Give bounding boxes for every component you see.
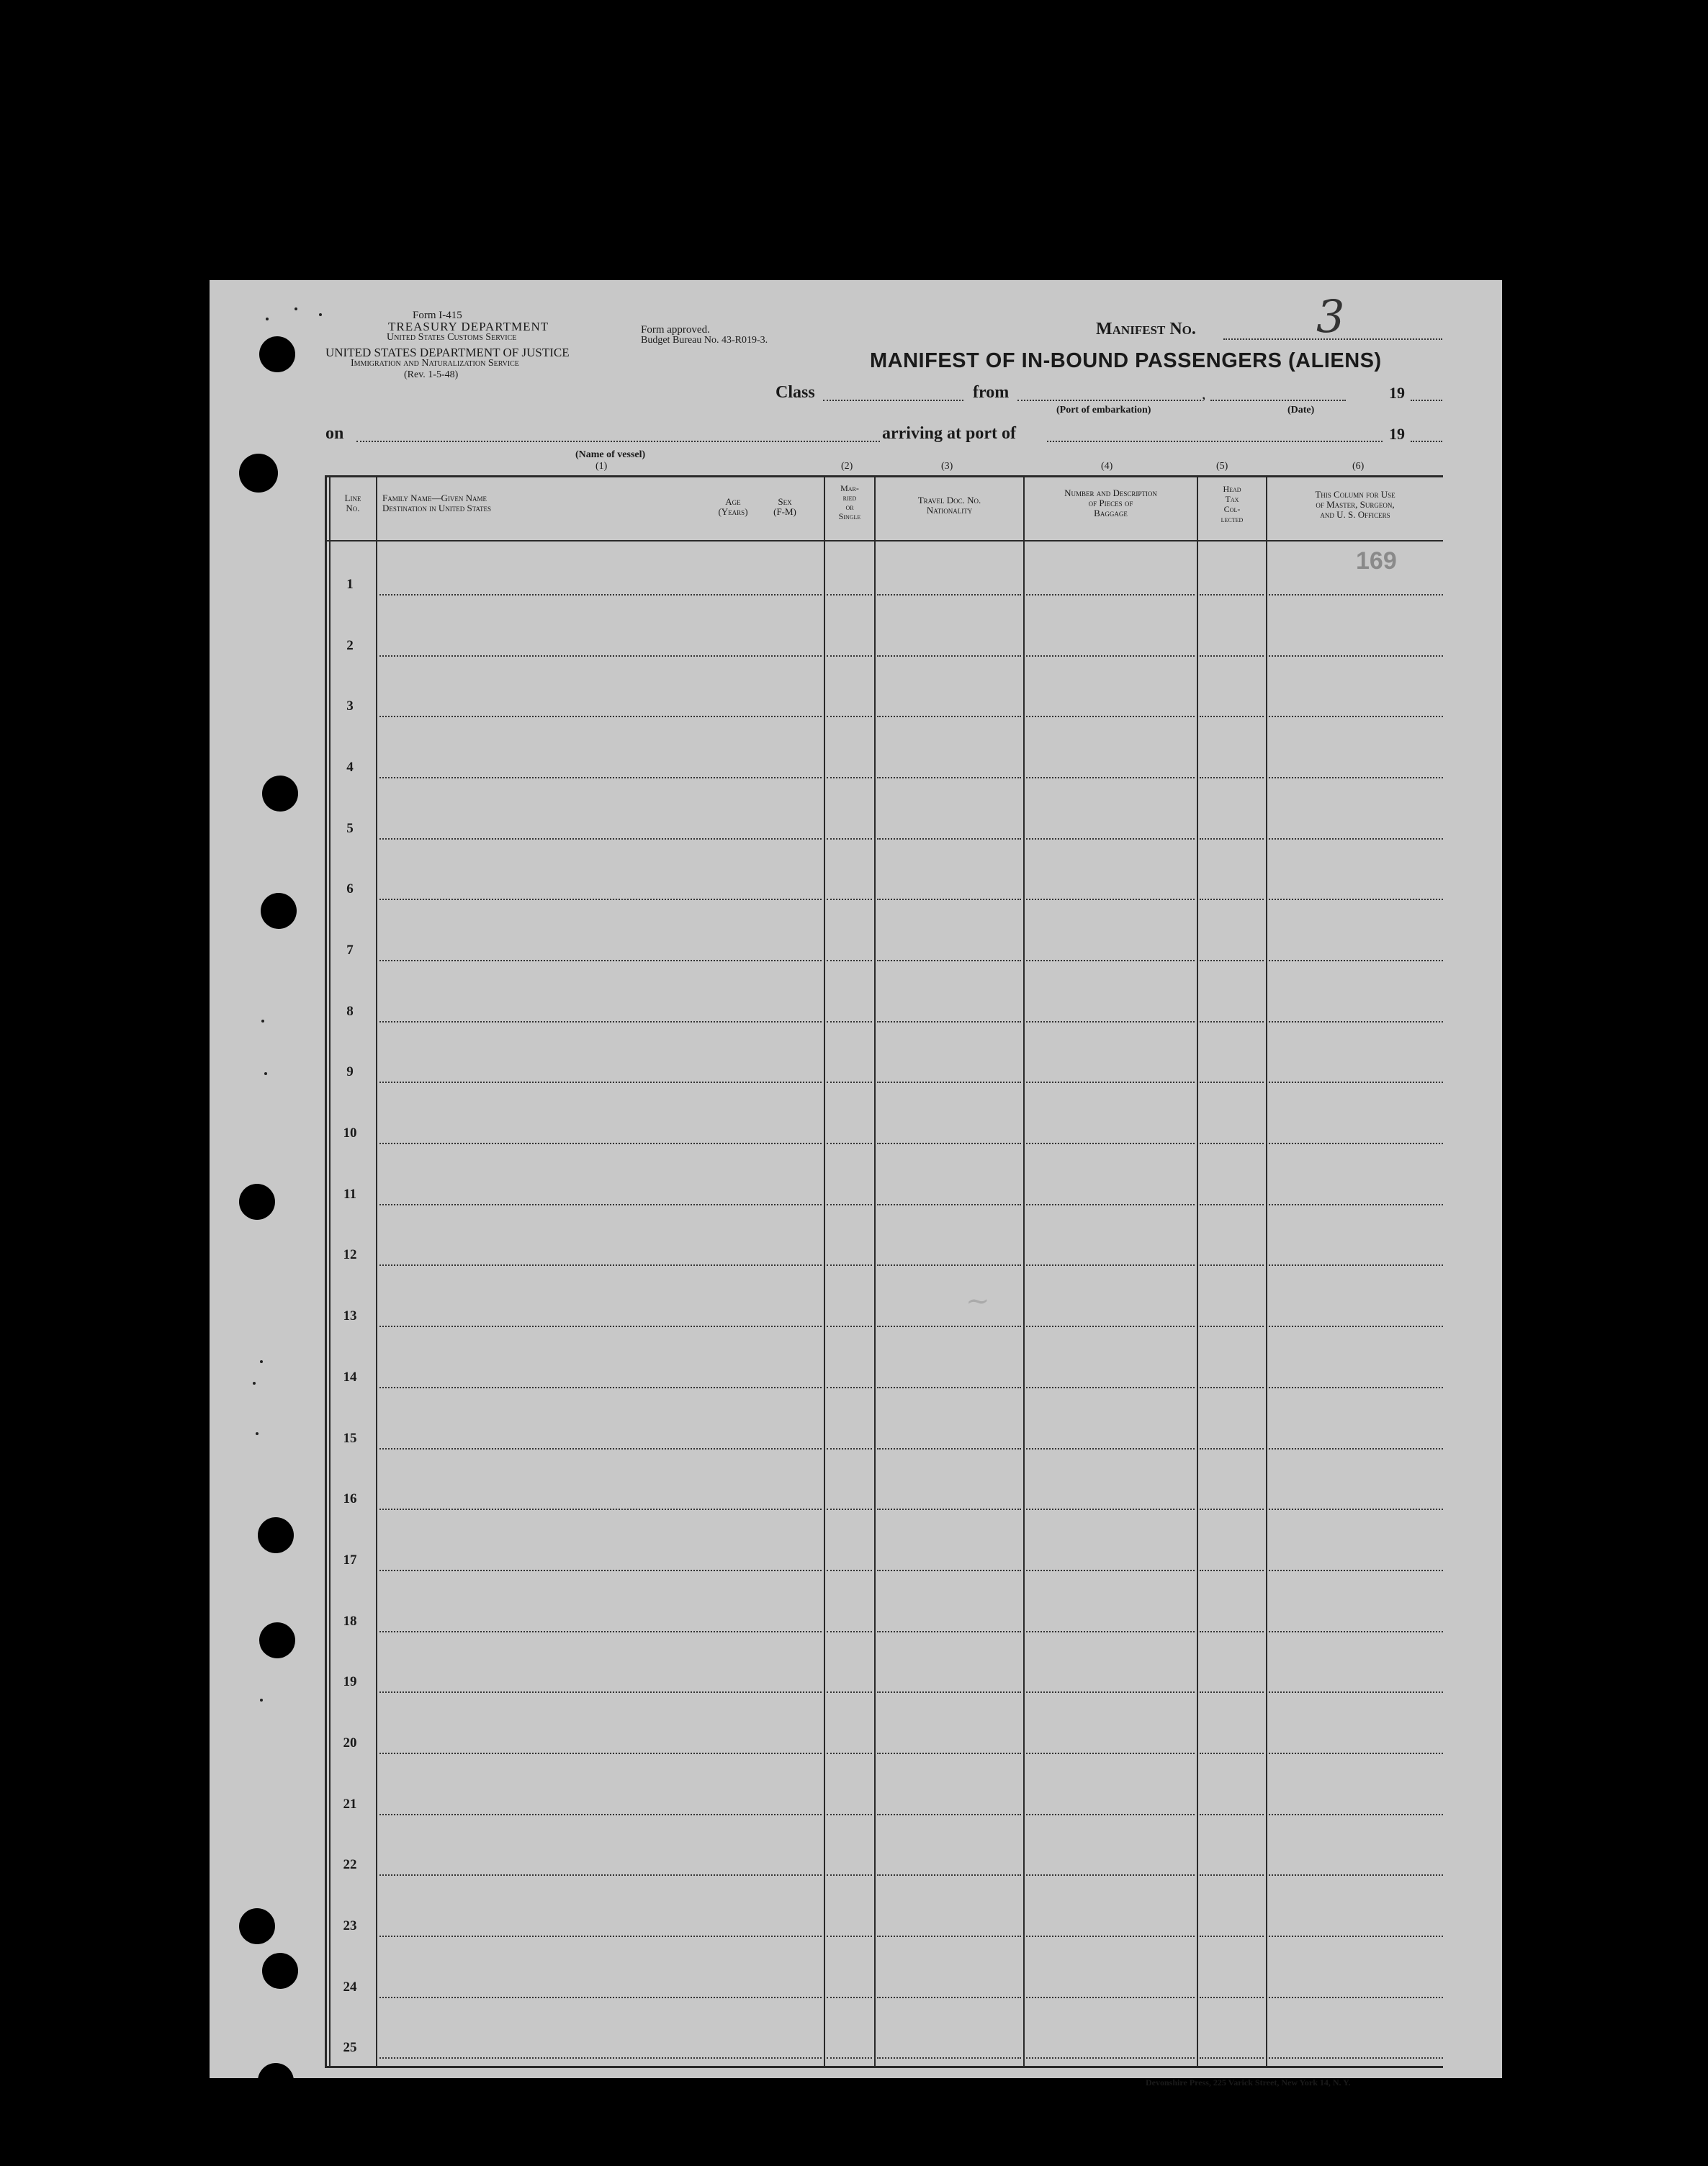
manifest-form-sheet: [210, 280, 1502, 2088]
row-entry-line[interactable]: [877, 960, 1021, 961]
row-entry-line[interactable]: [1200, 1448, 1264, 1450]
row-number: 4: [346, 759, 354, 775]
row-entry-line[interactable]: [877, 1143, 1021, 1144]
headtax-text-4: lected: [1221, 514, 1244, 524]
row-number: 11: [343, 1186, 356, 1202]
row-entry-line[interactable]: [827, 1021, 872, 1023]
row-entry-line[interactable]: [1200, 1631, 1264, 1632]
row-entry-line[interactable]: [877, 1570, 1021, 1571]
row-entry-line[interactable]: [877, 2057, 1021, 2059]
row-entry-line[interactable]: [379, 1204, 822, 1205]
punch-hole: [259, 1622, 295, 1658]
row-number: 3: [346, 698, 354, 714]
row-entry-line[interactable]: [1269, 1448, 1443, 1450]
speck: [260, 1699, 263, 1702]
row-entry-line[interactable]: [877, 1936, 1021, 1937]
row-entry-line[interactable]: [1200, 1753, 1264, 1754]
vessel-name-field[interactable]: [356, 441, 880, 442]
row-entry-line[interactable]: [379, 838, 822, 840]
from-label: from: [973, 383, 1010, 402]
row-entry-line[interactable]: [827, 1387, 872, 1388]
row-entry-line[interactable]: [379, 1570, 822, 1571]
row-entry-line[interactable]: [1200, 1570, 1264, 1571]
row-entry-line[interactable]: [1269, 1509, 1443, 1510]
header-head-tax: [1198, 484, 1266, 524]
row-entry-line[interactable]: [1026, 655, 1195, 657]
row-entry-line[interactable]: [379, 960, 822, 961]
line-no-text: Line No.: [344, 493, 361, 513]
row-entry-line[interactable]: [877, 838, 1021, 840]
row-number: 9: [346, 1064, 354, 1079]
row-entry-line[interactable]: [877, 1387, 1021, 1388]
row-entry-line[interactable]: [1269, 777, 1443, 778]
row-entry-line[interactable]: [1026, 594, 1195, 596]
row-entry-line[interactable]: [1269, 1691, 1443, 1693]
form-title: MANIFEST OF IN-BOUND PASSENGERS (ALIENS): [870, 349, 1382, 372]
port-of-embarkation-field[interactable]: [1017, 400, 1201, 401]
row-entry-line[interactable]: [877, 1509, 1021, 1510]
header-travel-doc: [876, 495, 1023, 516]
row-entry-line[interactable]: [1026, 1509, 1195, 1510]
row-entry-line[interactable]: [877, 1874, 1021, 1876]
row-number: 2: [346, 637, 354, 653]
row-entry-line[interactable]: [379, 1814, 822, 1815]
col-number-6: (6): [1352, 461, 1365, 472]
row-number: 17: [343, 1552, 357, 1568]
customs-service: United States Customs Service: [387, 332, 517, 343]
row-entry-line[interactable]: [1200, 899, 1264, 900]
row-number: 10: [343, 1125, 357, 1141]
row-number: 21: [343, 1796, 357, 1812]
header-name: [382, 493, 491, 513]
col-number-4: (4): [1101, 461, 1113, 472]
row-number: 1: [346, 576, 354, 592]
row-entry-line[interactable]: [827, 1874, 872, 1876]
row-entry-line[interactable]: [1269, 716, 1443, 717]
row-entry-line[interactable]: [1269, 1570, 1443, 1571]
year-prefix-2: 19: [1389, 425, 1405, 443]
row-number: 14: [343, 1369, 357, 1385]
port-embarkation-caption: (Port of embarkation): [1056, 405, 1151, 415]
form-number: Form I-415: [413, 310, 462, 321]
row-entry-line[interactable]: [877, 1021, 1021, 1023]
row-entry-line[interactable]: [827, 1631, 872, 1632]
row-number: 7: [346, 942, 354, 958]
date-caption: (Date): [1287, 405, 1315, 415]
row-entry-line[interactable]: [379, 1264, 822, 1266]
row-entry-line[interactable]: [1269, 1631, 1443, 1632]
row-entry-line[interactable]: [379, 777, 822, 778]
row-entry-line[interactable]: [827, 960, 872, 961]
table-border: [325, 2066, 1443, 2068]
class-field[interactable]: [823, 400, 963, 401]
row-entry-line[interactable]: [827, 1691, 872, 1693]
row-entry-line[interactable]: [1269, 1326, 1443, 1327]
header-age: [708, 497, 758, 517]
officers-text-1: This Column for Use: [1315, 489, 1395, 500]
row-entry-line[interactable]: [1269, 838, 1443, 840]
row-entry-line[interactable]: [1026, 2057, 1195, 2059]
row-entry-line[interactable]: [1200, 716, 1264, 717]
row-entry-line[interactable]: [1269, 1387, 1443, 1388]
row-entry-line[interactable]: [1269, 960, 1443, 961]
baggage-text-1: Number and Description: [1064, 487, 1157, 498]
bleed-through-signature: ~: [966, 1285, 990, 1318]
row-entry-line[interactable]: [379, 594, 822, 596]
row-entry-line[interactable]: [827, 716, 872, 717]
header-sex: [763, 497, 807, 517]
row-entry-line[interactable]: [877, 655, 1021, 657]
row-entry-line[interactable]: [379, 1387, 822, 1388]
row-entry-line[interactable]: [1026, 899, 1195, 900]
punch-hole: [239, 454, 278, 493]
row-number: 16: [343, 1491, 357, 1506]
row-number: 18: [343, 1613, 357, 1629]
row-entry-line[interactable]: [1200, 1143, 1264, 1144]
col-number-5: (5): [1216, 461, 1228, 472]
headtax-text-2: Tax: [1225, 494, 1239, 504]
sex-header-text: Sex: [778, 496, 792, 507]
row-entry-line[interactable]: [379, 1874, 822, 1876]
row-entry-line[interactable]: [1026, 1874, 1195, 1876]
row-entry-line[interactable]: [877, 1204, 1021, 1205]
row-entry-line[interactable]: [1026, 1082, 1195, 1083]
row-entry-line[interactable]: [827, 1082, 872, 1083]
row-entry-line[interactable]: [827, 594, 872, 596]
date-field[interactable]: [1210, 400, 1346, 401]
row-entry-line[interactable]: [1026, 1448, 1195, 1450]
row-entry-line[interactable]: [1026, 1631, 1195, 1632]
row-entry-line[interactable]: [379, 655, 822, 657]
punch-hole: [262, 776, 298, 812]
row-entry-line[interactable]: [1269, 594, 1443, 596]
row-number: 8: [346, 1003, 354, 1019]
speck: [295, 307, 297, 310]
married-text-1: Mar-: [840, 483, 859, 493]
row-entry-line[interactable]: [877, 1082, 1021, 1083]
col-number-3: (3): [941, 461, 953, 472]
row-entry-line[interactable]: [1200, 1874, 1264, 1876]
row-entry-line[interactable]: [1200, 1814, 1264, 1815]
nationality-text: Nationality: [926, 505, 973, 516]
row-entry-line[interactable]: [1026, 1753, 1195, 1754]
manifest-no-value: 3: [1316, 290, 1345, 343]
speck: [264, 1072, 267, 1075]
row-entry-line[interactable]: [827, 1753, 872, 1754]
comma: ,: [1202, 385, 1206, 403]
row-entry-line[interactable]: [379, 1631, 822, 1632]
headtax-text-3: Col-: [1223, 504, 1241, 514]
row-entry-line[interactable]: [827, 1143, 872, 1144]
punch-hole: [239, 1184, 275, 1220]
row-entry-line[interactable]: [1026, 1936, 1195, 1937]
travel-doc-text: Travel Doc. No.: [917, 495, 981, 505]
row-entry-line[interactable]: [827, 1936, 872, 1937]
header-line-no: [331, 493, 375, 513]
row-entry-line[interactable]: [1269, 1936, 1443, 1937]
row-entry-line[interactable]: [1026, 1264, 1195, 1266]
row-entry-line[interactable]: [1269, 899, 1443, 900]
name-header-text: Family Name—Given Name: [382, 493, 487, 503]
row-entry-line[interactable]: [877, 1753, 1021, 1754]
table-body: [325, 542, 1443, 2066]
row-number: 23: [343, 1918, 357, 1933]
speck: [319, 313, 322, 316]
row-entry-line[interactable]: [827, 1997, 872, 1998]
row-entry-line[interactable]: [1200, 1326, 1264, 1327]
row-entry-line[interactable]: [877, 1814, 1021, 1815]
row-entry-line[interactable]: [1269, 2057, 1443, 2059]
row-entry-line[interactable]: [827, 655, 872, 657]
speck: [261, 1020, 264, 1023]
row-entry-line[interactable]: [827, 1204, 872, 1205]
row-entry-line[interactable]: [379, 1326, 822, 1327]
row-entry-line[interactable]: [1200, 838, 1264, 840]
row-entry-line[interactable]: [877, 1997, 1021, 1998]
row-entry-line[interactable]: [827, 1814, 872, 1815]
row-entry-line[interactable]: [1026, 716, 1195, 717]
row-entry-line[interactable]: [1269, 1814, 1443, 1815]
row-entry-line[interactable]: [827, 1448, 872, 1450]
row-entry-line[interactable]: [827, 777, 872, 778]
row-number: 12: [343, 1246, 357, 1262]
row-entry-line[interactable]: [379, 1509, 822, 1510]
punch-hole: [258, 2063, 294, 2099]
row-entry-line[interactable]: [827, 1509, 872, 1510]
row-entry-line[interactable]: [1026, 1204, 1195, 1205]
row-entry-line[interactable]: [827, 1326, 872, 1327]
age-header-text: Age: [725, 496, 741, 507]
printer-imprint: Devonshire Press, 225 Varick Street, New York 14, N. Y.: [1146, 2077, 1351, 2088]
row-entry-line[interactable]: [1269, 1143, 1443, 1144]
row-entry-line[interactable]: [379, 899, 822, 900]
row-entry-line[interactable]: [1200, 1264, 1264, 1266]
punch-hole: [261, 893, 297, 929]
baggage-text-2: of Pieces of: [1088, 498, 1133, 508]
row-entry-line[interactable]: [827, 1570, 872, 1571]
row-entry-line[interactable]: [827, 838, 872, 840]
row-entry-line[interactable]: [1200, 594, 1264, 596]
row-entry-line[interactable]: [877, 716, 1021, 717]
row-entry-line[interactable]: [1026, 1691, 1195, 1693]
row-entry-line[interactable]: [877, 594, 1021, 596]
row-entry-line[interactable]: [1269, 1021, 1443, 1023]
revision-date: (Rev. 1-5-48): [404, 369, 459, 380]
row-entry-line[interactable]: [1200, 1204, 1264, 1205]
row-entry-line[interactable]: [1200, 960, 1264, 961]
row-entry-line[interactable]: [1269, 1082, 1443, 1083]
row-entry-line[interactable]: [1026, 1143, 1195, 1144]
married-text-4: Single: [838, 511, 861, 521]
row-entry-line[interactable]: [379, 1753, 822, 1754]
sex-unit-text: (F-M): [773, 506, 796, 517]
col-number-1: (1): [595, 461, 608, 472]
arrival-port-field[interactable]: [1047, 441, 1383, 442]
row-entry-line[interactable]: [877, 1448, 1021, 1450]
married-text-2: ried: [842, 493, 857, 503]
row-entry-line[interactable]: [379, 1448, 822, 1450]
row-entry-line[interactable]: [877, 777, 1021, 778]
row-entry-line[interactable]: [379, 1021, 822, 1023]
row-entry-line[interactable]: [1026, 1326, 1195, 1327]
year-prefix: 19: [1389, 384, 1405, 402]
row-entry-line[interactable]: [827, 2057, 872, 2059]
arriving-label: arriving at port of: [882, 424, 1016, 443]
class-label: Class: [776, 383, 815, 402]
row-entry-line[interactable]: [1026, 838, 1195, 840]
row-entry-line[interactable]: [827, 1264, 872, 1266]
dept-of-justice: UNITED STATES DEPARTMENT OF JUSTICE: [325, 346, 570, 359]
header-married: [825, 484, 874, 521]
row-entry-line[interactable]: [1200, 777, 1264, 778]
row-entry-line[interactable]: [1200, 1509, 1264, 1510]
row-entry-line[interactable]: [1269, 1264, 1443, 1266]
age-unit-text: (Years): [718, 506, 748, 517]
col-number-2: (2): [841, 461, 853, 472]
row-entry-line[interactable]: [379, 716, 822, 717]
row-entry-line[interactable]: [1026, 1387, 1195, 1388]
row-number: 19: [343, 1673, 357, 1689]
row-entry-line[interactable]: [877, 1691, 1021, 1693]
row-entry-line[interactable]: [1200, 1936, 1264, 1937]
row-entry-line[interactable]: [1200, 1021, 1264, 1023]
row-entry-line[interactable]: [1026, 1814, 1195, 1815]
row-entry-line[interactable]: [379, 1936, 822, 1937]
row-entry-line[interactable]: [1026, 1997, 1195, 1998]
row-entry-line[interactable]: [827, 899, 872, 900]
row-number: 22: [343, 1856, 357, 1872]
row-number: 20: [343, 1735, 357, 1751]
speck: [253, 1382, 256, 1385]
headtax-text-1: Head: [1223, 484, 1241, 494]
officers-text-2: of Master, Surgeon,: [1316, 499, 1395, 510]
punch-hole: [239, 1908, 275, 1944]
row-entry-line[interactable]: [379, 2057, 822, 2059]
row-entry-line[interactable]: [1200, 1997, 1264, 1998]
row-number: 5: [346, 820, 354, 836]
immigration-service: Immigration and Naturalization Service: [351, 358, 519, 369]
row-entry-line[interactable]: [1269, 1997, 1443, 1998]
row-entry-line[interactable]: [1200, 1691, 1264, 1693]
row-entry-line[interactable]: [1269, 1204, 1443, 1205]
row-entry-line[interactable]: [1200, 1387, 1264, 1388]
married-text-3: or: [845, 502, 854, 512]
speck: [266, 318, 269, 320]
stamp-number: 169: [1356, 547, 1397, 575]
row-entry-line[interactable]: [1026, 777, 1195, 778]
destination-header-text: Destination in United States: [382, 503, 492, 513]
form-approved: Form approved.: [641, 324, 710, 336]
year-field-2[interactable]: [1411, 441, 1442, 442]
row-entry-line[interactable]: [1026, 1570, 1195, 1571]
row-entry-line[interactable]: [877, 1631, 1021, 1632]
row-entry-line[interactable]: [877, 1326, 1021, 1327]
row-entry-line[interactable]: [877, 1264, 1021, 1266]
year-field[interactable]: [1411, 400, 1442, 401]
row-entry-line[interactable]: [379, 1691, 822, 1693]
row-entry-line[interactable]: [379, 1143, 822, 1144]
row-entry-line[interactable]: [379, 1997, 822, 1998]
row-entry-line[interactable]: [1200, 655, 1264, 657]
row-number: 25: [343, 2039, 357, 2055]
officers-text-3: and U. S. Officers: [1320, 509, 1390, 520]
punch-hole: [258, 1517, 294, 1553]
punch-hole: [259, 336, 295, 372]
row-number: 24: [343, 1979, 357, 1995]
row-entry-line[interactable]: [379, 1082, 822, 1083]
speck: [256, 1432, 259, 1435]
header-officers: [1267, 490, 1443, 520]
baggage-text-3: Baggage: [1094, 508, 1128, 518]
table-border: [325, 475, 1443, 477]
speck: [260, 1360, 263, 1363]
row-number: 13: [343, 1308, 357, 1324]
row-entry-line[interactable]: [1269, 1874, 1443, 1876]
header-baggage: [1025, 488, 1197, 518]
treasury-department: TREASURY DEPARTMENT: [388, 320, 549, 333]
row-entry-line[interactable]: [1269, 655, 1443, 657]
manifest-no-label: Manifest No.: [1096, 320, 1196, 338]
row-entry-line[interactable]: [877, 899, 1021, 900]
row-entry-line[interactable]: [1269, 1753, 1443, 1754]
on-label: on: [325, 424, 344, 443]
budget-bureau: Budget Bureau No. 43-R019-3.: [641, 335, 768, 346]
punch-hole: [262, 1953, 298, 1989]
vessel-caption: (Name of vessel): [575, 449, 646, 460]
row-entry-line[interactable]: [1200, 2057, 1264, 2059]
manifest-table: [325, 475, 1443, 2068]
row-number: 6: [346, 881, 354, 896]
row-number: 15: [343, 1430, 357, 1446]
row-entry-line[interactable]: [1026, 1021, 1195, 1023]
row-entry-line[interactable]: [1200, 1082, 1264, 1083]
row-entry-line[interactable]: [1026, 960, 1195, 961]
